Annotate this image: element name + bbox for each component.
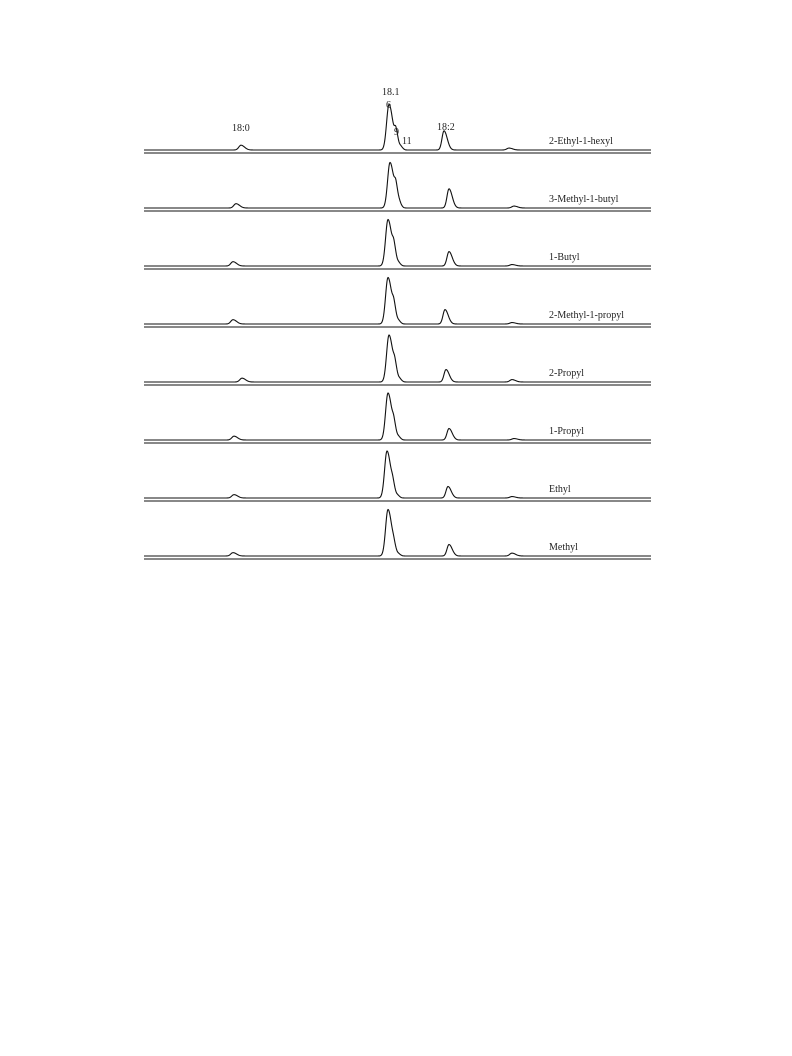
peak-label: 18.1 <box>382 87 400 98</box>
series-label: Methyl <box>549 542 578 553</box>
peak-label: 18:2 <box>437 122 455 133</box>
trace-line <box>144 451 651 498</box>
peak-label: 6 <box>386 100 391 111</box>
series-label: 1-Propyl <box>549 426 584 437</box>
series-label: Ethyl <box>549 484 571 495</box>
series-label: 2-Propyl <box>549 368 584 379</box>
peak-labels <box>232 87 455 147</box>
series-label: 2-Ethyl-1-hexyl <box>549 136 613 147</box>
peak-label: 9 <box>394 127 399 138</box>
peak-label: 11 <box>402 136 412 147</box>
series-label: 2-Methyl-1-propyl <box>549 310 624 321</box>
chromatogram-traces <box>144 104 651 559</box>
series-labels <box>549 136 624 553</box>
peak-label: 18:0 <box>232 123 250 134</box>
series-label: 1-Butyl <box>549 252 580 263</box>
series-label: 3-Methyl-1-butyl <box>549 194 619 205</box>
